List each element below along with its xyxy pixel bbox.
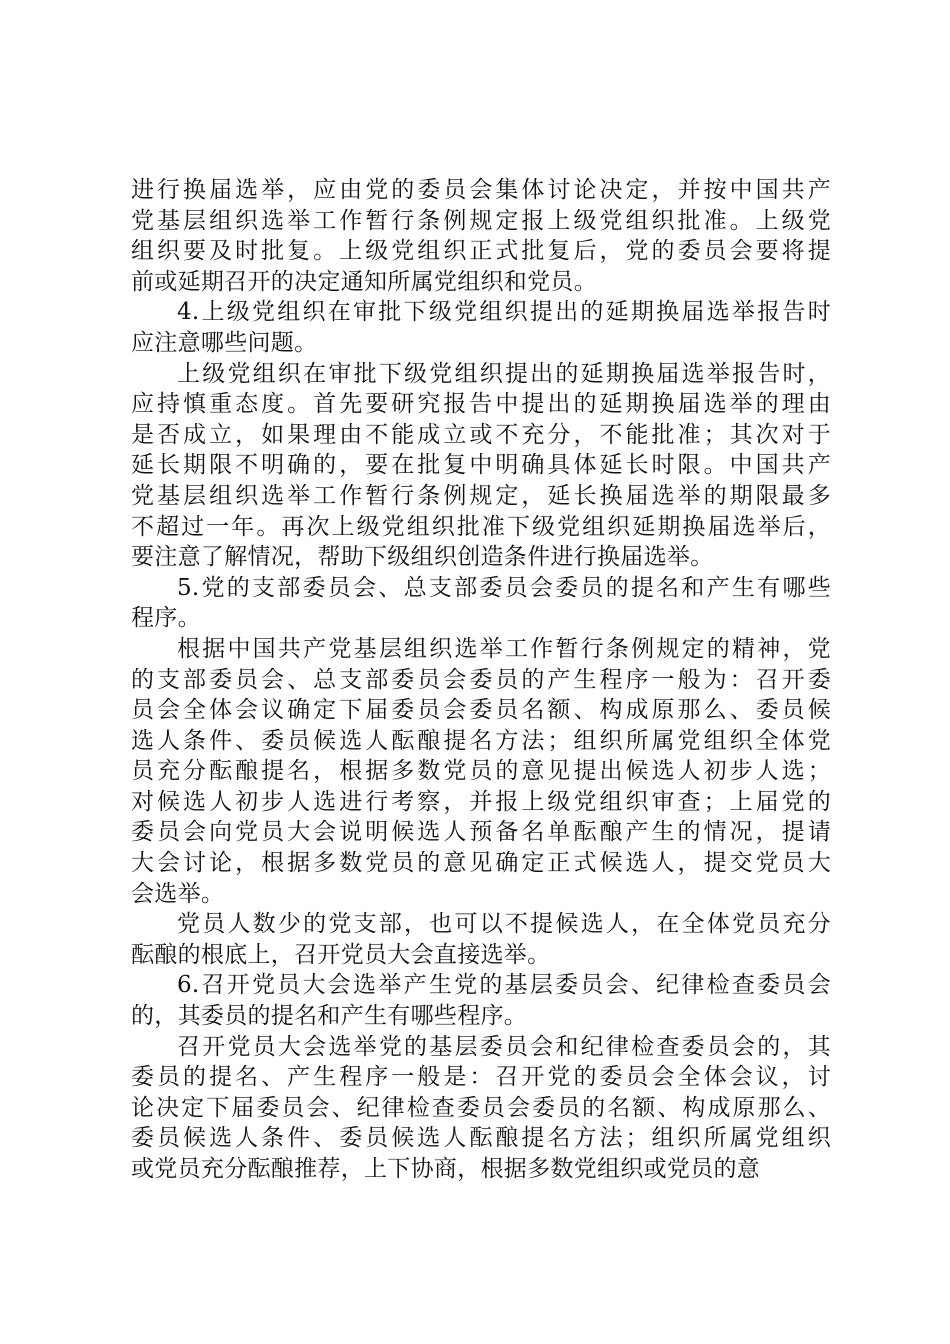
paragraph-q5: [131, 573, 831, 634]
text-line: 4.上级党组织在审批下级党组织提出的延期换届选举报告时: [177, 299, 831, 326]
text-line: 召开党员大会选举党的基层委员会和纪律检查委员会的，其: [177, 1033, 831, 1060]
text-line: 的，其委员的提名和产生有哪些程序。: [131, 1003, 528, 1030]
document-body: [131, 175, 831, 1185]
text-line: 程序。: [131, 605, 201, 632]
paragraph-p1: [131, 175, 831, 297]
text-line: 员充分酝酿提名，根据多数党员的意见提出候选人初步人选；: [131, 758, 831, 785]
text-line: 对候选人初步人选进行考察，并报上级党组织审查；上届党的: [131, 788, 831, 815]
text-line: 委员的提名、产生程序一般是：召开党的委员会全体会议，讨: [131, 1064, 831, 1091]
text-line: 延长期限不明确的，要在批复中明确具体延长时限。中国共产: [131, 452, 831, 479]
text-line: 论决定下届委员会、纪律检查委员会委员的名额、构成原那么、: [131, 1094, 831, 1121]
text-line: 应注意哪些问题。: [131, 329, 318, 356]
text-line: 委员候选人条件、委员候选人酝酿提名方法；组织所属党组织: [131, 1125, 831, 1152]
text-line: 根据中国共产党基层组织选举工作暂行条例规定的精神，党: [177, 635, 831, 662]
text-line: 要注意了解情况，帮助下级组织创造条件进行换届选举。: [131, 544, 714, 571]
text-line: 委员会向党员大会说明候选人预备名单酝酿产生的情况，提请: [131, 819, 831, 846]
paragraph-a5: [131, 634, 831, 909]
text-line: 党员人数少的党支部，也可以不提候选人，在全体党员充分: [177, 911, 831, 938]
text-line: 员会全体会议确定下届委员会委员名额、构成原那么、委员候: [131, 697, 831, 724]
text-line: 上级党组织在审批下级党组织提出的延期换届选举报告时，: [177, 360, 831, 387]
text-line: 选人条件、委员候选人酝酿提名方法；组织所属党组织全体党: [131, 727, 831, 754]
text-line: 5.党的支部委员会、总支部委员会委员的提名和产生有哪些: [177, 574, 831, 601]
text-line: 前或延期召开的决定通知所属党组织和党员。: [131, 268, 597, 295]
text-line: 大会讨论，根据多数党员的意见确定正式候选人，提交党员大: [131, 850, 831, 877]
text-line: 会选举。: [131, 880, 225, 907]
text-line: 应持慎重态度。首先要研究报告中提出的延期换届选举的理由: [131, 391, 831, 418]
paragraph-q6: [131, 970, 831, 1031]
text-line: 的支部委员会、总支部委员会委员的产生程序一般为：召开委: [131, 666, 831, 693]
text-line: 组织要及时批复。上级党组织正式批复后，党的委员会要将提: [131, 238, 831, 265]
text-line: 党基层组织选举工作暂行条例规定报上级党组织批准。上级党: [131, 207, 831, 234]
paragraph-a6: [131, 1032, 831, 1185]
text-line: 不超过一年。再次上级党组织批准下级党组织延期换届选举后，: [131, 513, 831, 540]
text-line: 或党员充分酝酿推荐，上下协商，根据多数党组织或党员的意: [131, 1156, 761, 1182]
paragraph-a5b: [131, 909, 831, 970]
text-line: 是否成立，如果理由不能成立或不充分，不能批准；其次对于: [131, 421, 831, 448]
text-line: 6.召开党员大会选举产生党的基层委员会、纪律检查委员会: [177, 972, 831, 999]
paragraph-q4: [131, 297, 831, 358]
text-line: 酝酿的根底上，召开党员大会直接选举。: [131, 941, 551, 968]
text-line: 进行换届选举，应由党的委员会集体讨论决定，并按中国共产: [131, 177, 831, 203]
text-line: 党基层组织选举工作暂行条例规定，延长换届选举的期限最多: [131, 482, 831, 509]
paragraph-a4: [131, 359, 831, 573]
